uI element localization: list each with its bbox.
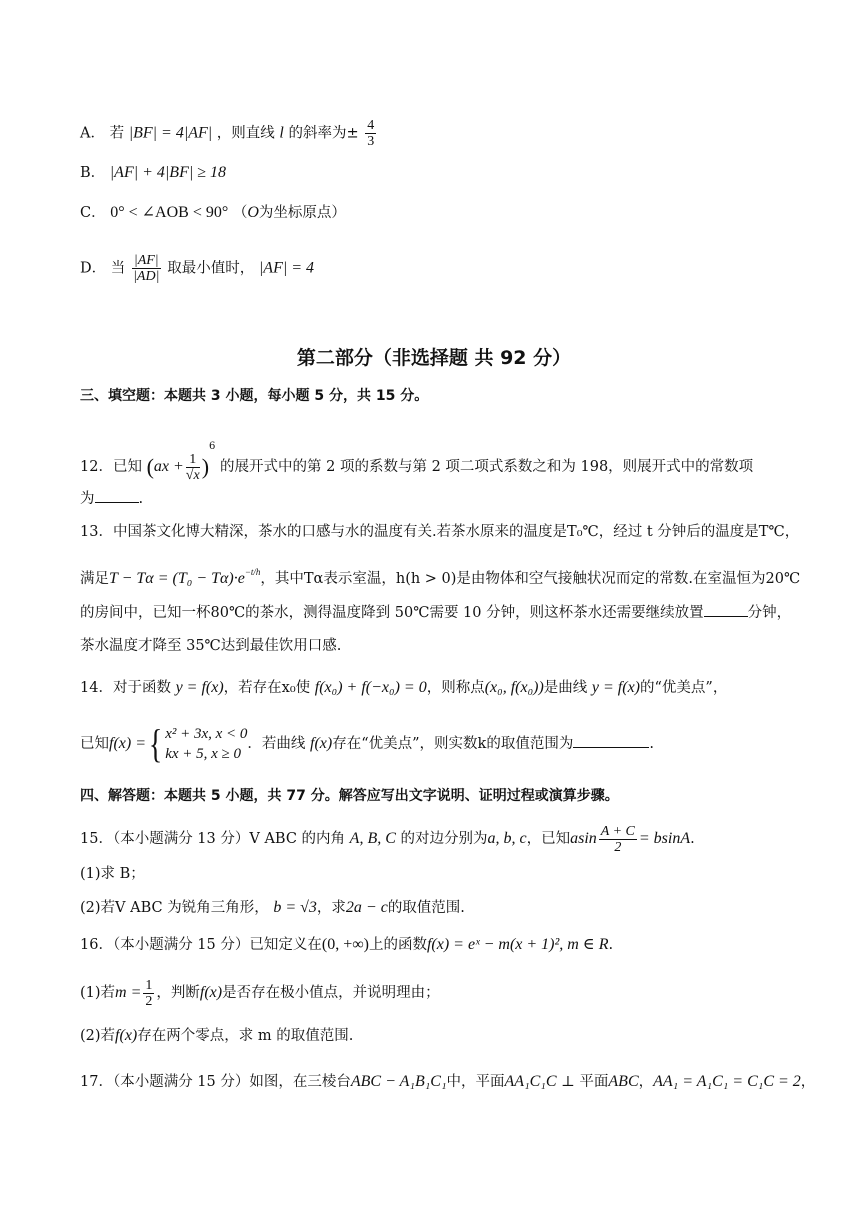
- option-a-frac-num: 4: [367, 118, 375, 133]
- option-a-label: A．: [80, 125, 105, 142]
- q17-plane2: ABC: [608, 1073, 639, 1090]
- option-a-cond: |BF| = 4|AF|: [128, 124, 213, 142]
- question-17-line1: [80, 1072, 815, 1092]
- q14-mid2: ，则称点: [426, 680, 485, 696]
- q14-curve: y = f(x): [591, 679, 641, 696]
- q14-answer-blank[interactable]: [573, 733, 649, 748]
- option-a: [80, 118, 378, 149]
- q16-sub1-f: f(x): [199, 984, 223, 1001]
- question-12-line2: [80, 488, 143, 509]
- q17-eq: AA₁ = A₁C₁ = C₁C = 2: [653, 1073, 801, 1090]
- q16-frac-den: 2: [145, 993, 153, 1009]
- q14-line2-post: 存在“优美点”，则实数k的取值范围为: [332, 736, 574, 752]
- option-b: [80, 163, 226, 183]
- q16-fraction: [143, 978, 154, 1009]
- q12-paren-close: ): [201, 454, 210, 479]
- option-a-frac-den: 3: [367, 134, 375, 149]
- question-13-line3: [80, 602, 791, 623]
- option-a-post: 的斜率为±: [288, 125, 359, 142]
- section4-title: 四、解答题：本题共 5 小题，共 77 分。解答应写出文字说明、证明过程或演算步骤。: [80, 788, 619, 804]
- q14-cases: [165, 724, 247, 764]
- q13-line2-pre: 满足: [80, 571, 109, 587]
- q17-solid: ABC − A₁B₁C₁: [350, 1073, 447, 1090]
- q12-post: 的展开式中的第 2 项的系数与第 2 项二项式系数之和为 198，则展开式中的常数项: [220, 459, 754, 475]
- question-12: [80, 430, 753, 484]
- q13-line3-post: 分钟，: [747, 605, 792, 621]
- option-c-label: C．: [80, 205, 106, 221]
- q17-mid2: ，: [638, 1074, 654, 1090]
- option-d-fraction: [132, 253, 161, 284]
- option-d-frac-den: |AD|: [133, 269, 160, 284]
- q14-pre: 14．对于函数: [80, 680, 171, 696]
- q17-pre: 17．（本小题满分 15 分）如图，在三棱台: [80, 1074, 351, 1090]
- q14-mid: ，若存在x₀使: [223, 680, 311, 696]
- q13-formula: T − Tα = (T₀ − Tα)·e: [109, 570, 245, 587]
- option-c-note-var: O: [247, 204, 259, 221]
- option-d-expr: |AF| = 4: [258, 259, 315, 277]
- q15-sub2-pre: (2)若V ABC 为锐角三角形，: [80, 900, 269, 916]
- option-a-var: l: [279, 124, 284, 142]
- q14-point: (x₀, f(x₀)): [484, 679, 544, 696]
- option-b-expr: |AF| + 4|BF| ≥ 18: [109, 164, 227, 181]
- option-b-label: B．: [80, 165, 106, 181]
- option-d-mid: 取最小值时，: [167, 260, 255, 277]
- q16-frac-num: 1: [145, 977, 153, 993]
- question-14-line1: [80, 678, 727, 698]
- q17-end: ，: [800, 1074, 816, 1090]
- q14-end: .: [649, 736, 654, 752]
- q14-post: 的“优美点”，: [640, 680, 728, 696]
- q15-frac-den: 2: [614, 839, 622, 855]
- q12-frac-num: 1: [186, 452, 200, 468]
- question-13-line4: 茶水温度才降至 35℃达到最佳饮用口感.: [80, 638, 342, 654]
- q14-mid3: 是曲线: [543, 680, 588, 696]
- option-a-mid: ，则直线: [216, 125, 275, 142]
- q16-sub2-pre: (2)若: [80, 1028, 116, 1044]
- q16-sub2-f: f(x): [115, 1027, 138, 1044]
- question-14-line2: [80, 722, 654, 766]
- q15-vars: A, B, C: [349, 830, 396, 847]
- q16-sub1-pre: (1)若: [80, 985, 116, 1001]
- q16-function: f(x) = eˣ − m(x + 1)², m ∈ R: [426, 936, 609, 953]
- q13-formula-exp: −t/h: [244, 567, 261, 577]
- q15-sub2-cond: b = √3: [273, 899, 317, 916]
- q15-sub2-expr: 2a − c: [345, 899, 388, 916]
- q12-line2: 为: [80, 491, 95, 507]
- question-13-line2: [80, 562, 800, 589]
- question-16-sub1: [80, 976, 440, 1010]
- q16-end: .: [608, 937, 614, 953]
- q14-line2-mid: ．若曲线: [247, 736, 306, 752]
- q15-lhs: asin: [570, 830, 597, 847]
- q12-exponent: 6: [209, 441, 216, 452]
- q14-case1: x² + 3x, x < 0: [165, 726, 248, 742]
- q12-end: .: [138, 491, 144, 507]
- q15-pre: 15．（本小题满分 13 分）V ABC 的内角: [80, 831, 346, 847]
- option-d-label: D．: [80, 260, 107, 277]
- option-c: [80, 203, 346, 223]
- q13-line3-pre: 的房间中，已知一杯80℃的茶水，测得温度降到 50℃需要 10 分钟，则这杯茶水还需要继续放置: [80, 605, 704, 621]
- question-13-line1: 13．中国茶文化博大精深，茶水的口感与水的温度有关.若茶水原来的温度是T₀℃，经过 t 分钟后的温度是T℃，: [80, 524, 800, 540]
- option-d-frac-num: |AF|: [133, 253, 159, 268]
- q15-sub2-mid: ，求: [316, 900, 346, 916]
- q15-sides: a, b, c: [487, 830, 527, 847]
- q14-case2: kx + 5, x ≥ 0: [165, 746, 242, 762]
- q13-answer-blank[interactable]: [704, 602, 748, 617]
- q14-brace: {: [148, 721, 163, 766]
- question-16-line1: [80, 935, 613, 955]
- q12-number: 12．: [80, 459, 113, 475]
- option-a-pre: 若: [109, 125, 125, 142]
- q12-paren-open: (: [146, 454, 154, 479]
- q15-mid: 的对边分别为: [400, 831, 488, 847]
- q15-sub2-post: 的取值范围.: [387, 900, 465, 916]
- q16-sub1-mid: ，判断: [156, 985, 200, 1001]
- q12-frac-den: √x: [185, 467, 200, 483]
- q14-function: y = f(x): [175, 679, 224, 696]
- q16-domain: (0, +∞): [321, 936, 369, 953]
- option-d: [80, 253, 314, 284]
- q15-frac-num: A + C: [600, 823, 635, 839]
- q15-rhs: = bsinA: [638, 830, 691, 847]
- q14-line2-f: f(x): [310, 735, 333, 752]
- q14-line2-pre: 已知: [80, 736, 109, 752]
- q16-mid: 上的函数: [368, 937, 427, 953]
- q15-fraction: [599, 824, 637, 855]
- question-15-sub1: (1)求 B；: [80, 866, 145, 882]
- q17-plane1: AA₁C₁C: [504, 1073, 557, 1090]
- q16-pre: 16．（本小题满分 15 分）已知定义在: [80, 937, 322, 953]
- q12-fraction: [186, 452, 200, 483]
- question-16-sub2: [80, 1026, 353, 1046]
- option-c-note-post: 为坐标原点）: [258, 205, 346, 221]
- q16-sub1-post: 是否存在极小值点，并说明理由；: [222, 985, 440, 1001]
- question-15-line1: [80, 822, 695, 856]
- q12-pre: 已知: [112, 459, 142, 475]
- q15-mid2: ，已知: [526, 831, 571, 847]
- q14-piecewise-f: f(x) =: [109, 735, 146, 752]
- option-c-expr: 0° < ∠AOB < 90°: [110, 204, 229, 221]
- question-15-sub2: [80, 898, 465, 918]
- option-a-fraction: [365, 118, 376, 149]
- section3-title: 三、填空题：本题共 3 小题，每小题 5 分，共 15 分。: [80, 388, 429, 404]
- q12-answer-blank[interactable]: [95, 488, 139, 503]
- q16-sub1-m: m =: [115, 984, 142, 1001]
- q17-mid: 中，平面: [446, 1074, 505, 1090]
- option-d-pre: 当: [110, 260, 126, 277]
- option-c-note-pre: （: [232, 205, 248, 221]
- part2-title: 第二部分（非选择题 共 92 分）: [296, 347, 572, 369]
- q14-cond: f(x₀) + f(−x₀) = 0: [314, 679, 427, 696]
- q17-perp: ⊥ 平面: [561, 1074, 609, 1090]
- q13-line2-post: ，其中Tα表示室温，h(h > 0)是由物体和空气接触状况而定的常数.在室温恒为20℃: [260, 571, 801, 587]
- q12-expr: ax +: [153, 458, 184, 475]
- q15-end: .: [690, 831, 695, 847]
- q16-sub2-post: 存在两个零点，求 m 的取值范围.: [137, 1028, 354, 1044]
